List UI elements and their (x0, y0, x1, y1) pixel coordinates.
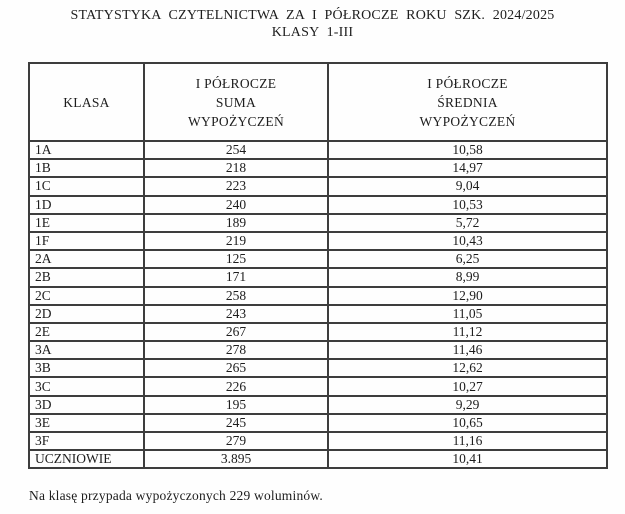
table-row-1c (29, 177, 607, 195)
table-row-2d (29, 305, 607, 323)
cell-suma: 223 (144, 177, 328, 195)
table-header-row (29, 63, 607, 141)
cell-srednia: 11,16 (328, 432, 607, 450)
cell-suma: 278 (144, 341, 328, 359)
cell-klasa: 2E (29, 323, 144, 341)
statistics-table (28, 62, 608, 469)
cell-klasa: 1C (29, 177, 144, 195)
cell-suma: 3.895 (144, 450, 328, 468)
header-cell-srednia: I PÓŁROCZE ŚREDNIA WYPOŻYCZEŃ (328, 63, 607, 141)
cell-klasa: 1D (29, 196, 144, 214)
table-row-1d (29, 196, 607, 214)
table-body (29, 141, 607, 468)
table-row-1a (29, 141, 607, 159)
cell-klasa: 3D (29, 396, 144, 414)
cell-klasa: 3F (29, 432, 144, 450)
cell-klasa: 1E (29, 214, 144, 232)
table-row-3e (29, 414, 607, 432)
table-row-3f (29, 432, 607, 450)
title-line-1: STATYSTYKA CZYTELNICTWA ZA I PÓŁROCZE ROKU SZK. 2024/2025 (70, 8, 555, 23)
cell-srednia: 9,29 (328, 396, 607, 414)
cell-srednia: 12,62 (328, 359, 607, 377)
table-row-2a (29, 250, 607, 268)
cell-suma: 267 (144, 323, 328, 341)
cell-klasa: 3E (29, 414, 144, 432)
header-cell-klasa: KLASA (29, 63, 144, 141)
cell-srednia: 9,04 (328, 177, 607, 195)
cell-srednia: 6,25 (328, 250, 607, 268)
table-row-3c (29, 377, 607, 395)
cell-suma: 171 (144, 268, 328, 286)
table-row-1b (29, 159, 607, 177)
cell-klasa: 3C (29, 377, 144, 395)
cell-suma: 245 (144, 414, 328, 432)
document-title (0, 7, 625, 41)
cell-klasa: 2D (29, 305, 144, 323)
table-row-2e (29, 323, 607, 341)
title-line-2: KLASY 1-III (271, 25, 354, 40)
cell-suma: 218 (144, 159, 328, 177)
cell-srednia: 10,65 (328, 414, 607, 432)
cell-srednia: 5,72 (328, 214, 607, 232)
cell-klasa: 1B (29, 159, 144, 177)
table-row-1f (29, 232, 607, 250)
cell-suma: 243 (144, 305, 328, 323)
table-row-3d (29, 396, 607, 414)
cell-srednia: 14,97 (328, 159, 607, 177)
cell-suma: 258 (144, 287, 328, 305)
cell-suma: 265 (144, 359, 328, 377)
table-row-2c (29, 287, 607, 305)
cell-srednia: 10,53 (328, 196, 607, 214)
cell-srednia: 10,43 (328, 232, 607, 250)
cell-klasa: 1F (29, 232, 144, 250)
table-row-uczniowie (29, 450, 607, 468)
cell-klasa: UCZNIOWIE (29, 450, 144, 468)
cell-suma: 279 (144, 432, 328, 450)
cell-srednia: 12,90 (328, 287, 607, 305)
cell-klasa: 2C (29, 287, 144, 305)
header-cell-suma: I PÓŁROCZE SUMA WYPOŻYCZEŃ (144, 63, 328, 141)
table-row-3b (29, 359, 607, 377)
cell-srednia: 8,99 (328, 268, 607, 286)
cell-suma: 195 (144, 396, 328, 414)
cell-srednia: 10,58 (328, 141, 607, 159)
cell-suma: 125 (144, 250, 328, 268)
cell-srednia: 11,12 (328, 323, 607, 341)
cell-klasa: 2B (29, 268, 144, 286)
footer-note: Na klasę przypada wypożyczonych 229 woluminów. (29, 488, 323, 504)
cell-srednia: 11,46 (328, 341, 607, 359)
cell-klasa: 1A (29, 141, 144, 159)
cell-srednia: 10,27 (328, 377, 607, 395)
cell-suma: 254 (144, 141, 328, 159)
cell-suma: 240 (144, 196, 328, 214)
cell-klasa: 3B (29, 359, 144, 377)
table-row-3a (29, 341, 607, 359)
cell-klasa: 2A (29, 250, 144, 268)
cell-srednia: 10,41 (328, 450, 607, 468)
cell-suma: 219 (144, 232, 328, 250)
cell-klasa: 3A (29, 341, 144, 359)
cell-suma: 189 (144, 214, 328, 232)
table-row-1e (29, 214, 607, 232)
cell-suma: 226 (144, 377, 328, 395)
table-row-2b (29, 268, 607, 286)
cell-srednia: 11,05 (328, 305, 607, 323)
